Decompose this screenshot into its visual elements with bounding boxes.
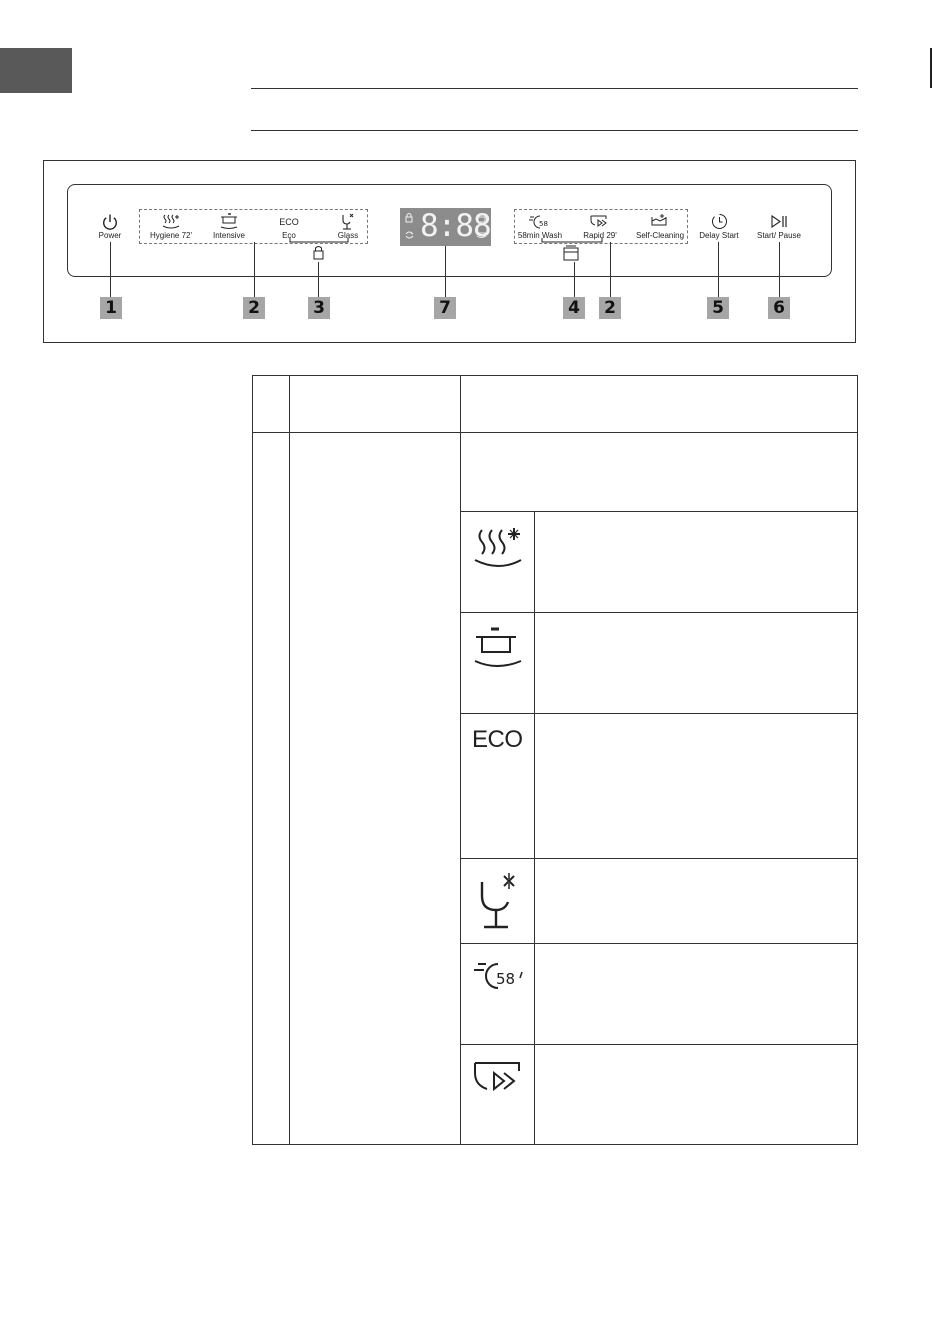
delay-start-button-label[interactable]: Delay Start	[699, 231, 739, 240]
intensive-button-label[interactable]: Intensive	[212, 231, 246, 240]
callout-line-2a	[254, 242, 255, 297]
wash58-button-label[interactable]: 58min Wash	[517, 231, 563, 240]
callout-badge-6: 6	[768, 297, 790, 319]
self-cleaning-button-label[interactable]: Self-Cleaning	[635, 231, 685, 240]
table-row-line-3	[460, 713, 858, 714]
chapter-tab	[0, 48, 72, 93]
wash-58-table-icon	[472, 958, 526, 992]
callout-badge-5: 5	[707, 297, 729, 319]
hygiene-steam-sparkle-icon	[472, 526, 524, 568]
clock-icon	[711, 213, 728, 230]
callout-line-1	[110, 242, 111, 297]
callout-line-3	[318, 262, 319, 297]
callout-badge-7: 7	[434, 297, 456, 319]
eco-button-label[interactable]: Eco	[282, 231, 296, 240]
table-row-line-1	[460, 511, 858, 512]
display-indicator-icons-left	[404, 211, 416, 243]
glass-sparkle-icon	[340, 212, 356, 231]
power-icon	[101, 213, 119, 231]
wash-58-icon	[529, 213, 551, 229]
glass-table-icon	[476, 872, 520, 930]
hygiene-button-label[interactable]: Hygiene 72'	[150, 231, 192, 240]
display-indicator-icons-right	[476, 211, 488, 243]
callout-badge-4: 4	[563, 297, 585, 319]
header-rule-top	[251, 88, 858, 89]
table-col-divider-1	[289, 375, 290, 1145]
rapid-icon	[590, 214, 610, 228]
start-pause-button-label[interactable]: Start/ Pause	[756, 231, 802, 240]
self-cleaning-icon	[650, 213, 668, 229]
display-digits: 8:88	[420, 208, 491, 244]
wash-58-table-text: 58	[496, 970, 516, 988]
table-row-line-4	[460, 858, 858, 859]
callout-badge-2: 2	[243, 297, 265, 319]
eco-icon-text: ECO	[279, 217, 299, 227]
rapid-table-icon	[472, 1059, 526, 1095]
table-row-line-5	[460, 943, 858, 944]
pot-icon	[219, 213, 239, 230]
table-header-row-line	[252, 432, 858, 433]
callout-badge-3: 3	[308, 297, 330, 319]
table-col-divider-3	[534, 511, 535, 1145]
table-row-line-2	[460, 612, 858, 613]
intensive-pot-icon	[472, 627, 524, 667]
page-edge-mark	[930, 48, 932, 88]
glass-button-label[interactable]: Glass	[337, 231, 359, 240]
rapid-button-label[interactable]: Rapid 29'	[583, 231, 617, 240]
svg-text:58: 58	[539, 220, 548, 228]
callout-line-2b	[610, 242, 611, 297]
power-button-label: Power	[98, 231, 122, 240]
callout-line-4	[574, 262, 575, 297]
callout-badge-1: 1	[100, 297, 122, 319]
header-rule-bottom	[251, 130, 858, 131]
callout-badge-2b: 2	[599, 297, 621, 319]
table-row-line-6	[460, 1044, 858, 1045]
callout-line-5	[718, 242, 719, 297]
steam-sparkle-icon	[161, 213, 181, 230]
eco-table-icon: ECO	[472, 726, 523, 753]
half-load-icon	[564, 248, 578, 260]
callout-line-7	[445, 246, 446, 297]
functions-table	[252, 375, 858, 1145]
child-lock-icon	[314, 251, 323, 260]
play-pause-icon	[770, 215, 790, 228]
table-col-divider-2	[460, 375, 461, 1145]
callout-line-6	[779, 242, 780, 297]
